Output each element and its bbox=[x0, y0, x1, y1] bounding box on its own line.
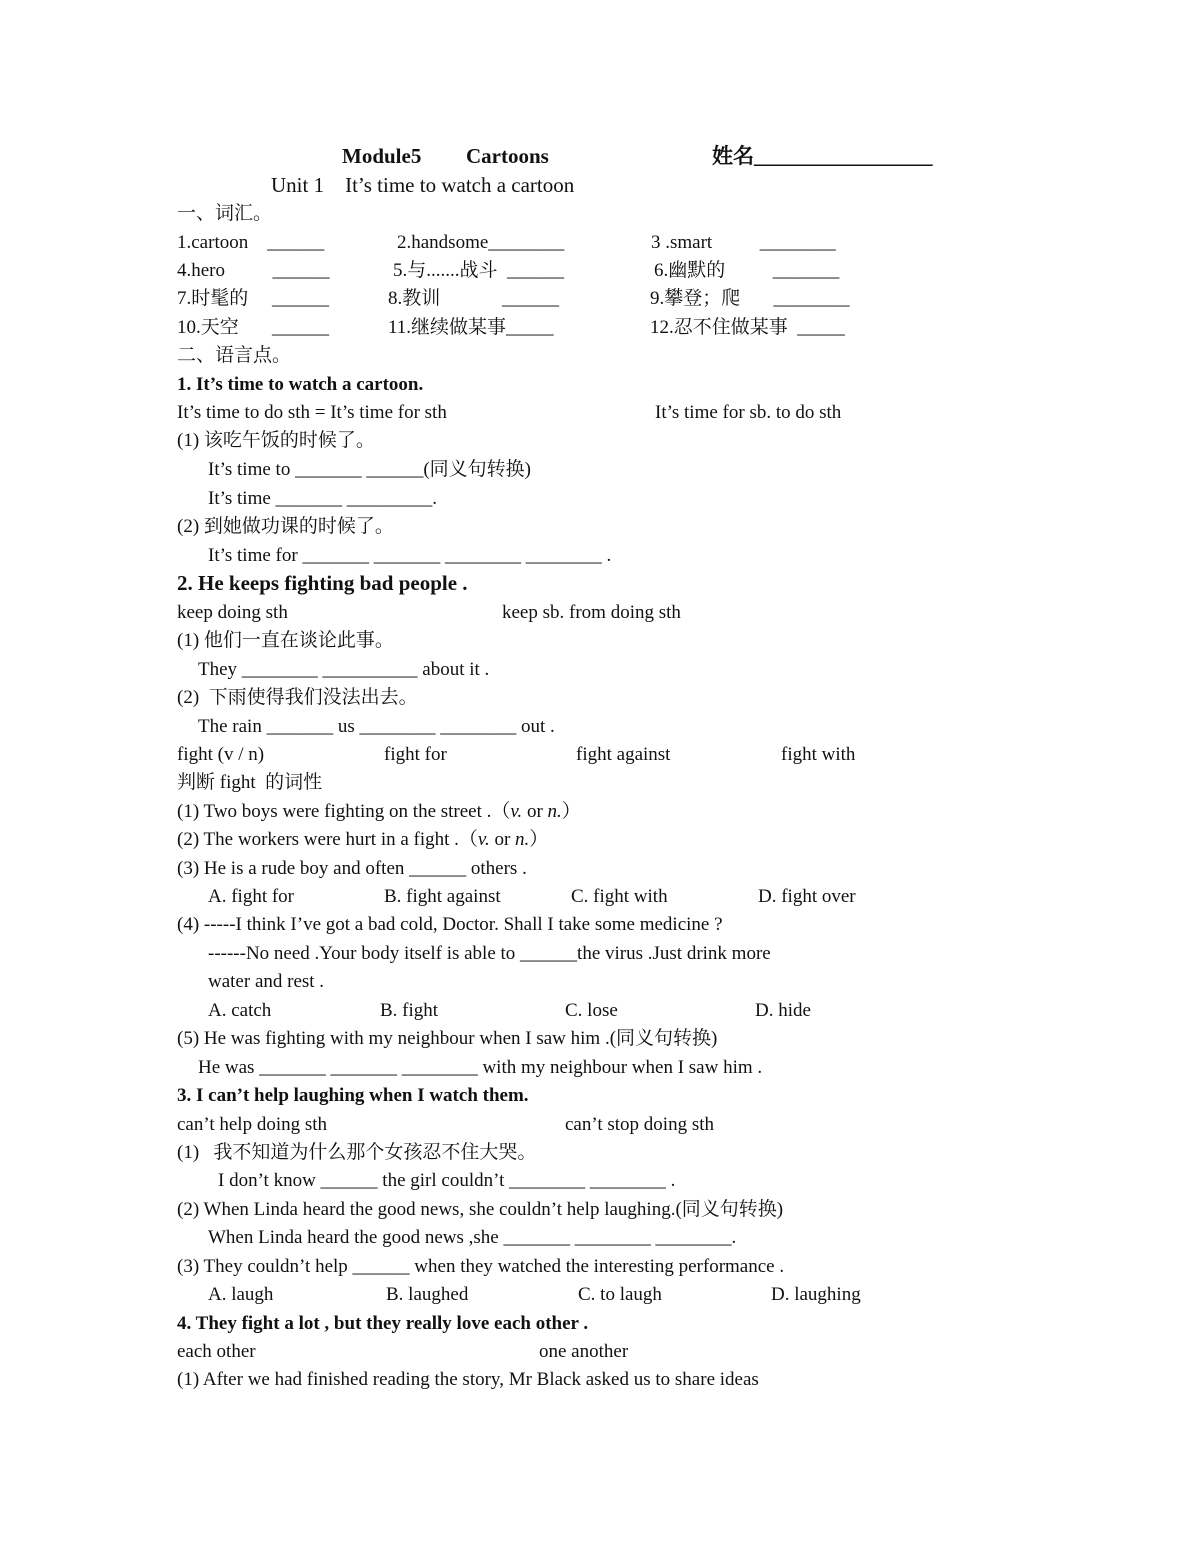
answer-line: He was _______ _______ ________ with my neighbour when I saw him . bbox=[198, 1057, 763, 1078]
vocab-item: 2.handsome________ bbox=[397, 232, 565, 253]
question: (4) -----I think I’ve got a bad cold, Doctor. Shall I take some medicine ? bbox=[177, 914, 723, 935]
vocab-item: 1.cartoon ______ bbox=[177, 232, 325, 253]
option: D. hide bbox=[755, 1000, 811, 1021]
option: C. lose bbox=[565, 1000, 618, 1021]
vocab-item: 11.继续做某事_____ bbox=[388, 317, 554, 338]
question: (1) After we had finished reading the story, Mr Black asked us to share ideas bbox=[177, 1369, 759, 1390]
vocab-item: 3 .smart ________ bbox=[651, 232, 836, 253]
answer-line: It’s time _______ _________. bbox=[208, 488, 438, 509]
answer-line: They ________ __________ about it . bbox=[198, 659, 490, 680]
name-field: 姓名_________________ bbox=[712, 144, 933, 168]
option: B. fight bbox=[380, 1000, 439, 1021]
question: ------No need .Your body itself is able to ______the virus .Just drink more bbox=[208, 943, 771, 964]
point-3-title: 3. I can’t help laughing when I watch them. bbox=[177, 1085, 529, 1106]
option: B. laughed bbox=[386, 1284, 469, 1305]
answer-line: When Linda heard the good news ,she _______ ________ ________. bbox=[208, 1227, 737, 1248]
question: (2) When Linda heard the good news, she couldn’t help laughing.(同义句转换) bbox=[177, 1199, 784, 1220]
question: water and rest . bbox=[208, 971, 325, 992]
point-3-note-a: can’t help doing sth bbox=[177, 1114, 328, 1135]
question: (1) 他们一直在谈论此事。 bbox=[177, 630, 394, 651]
question: (2) 下雨使得我们没法出去。 bbox=[177, 687, 418, 708]
point-4-title: 4. They fight a lot , but they really love each other . bbox=[177, 1313, 589, 1334]
answer-line: The rain _______ us ________ ________ out . bbox=[198, 716, 555, 737]
vocab-item: 4.hero ______ bbox=[177, 260, 330, 281]
question: (1) Two boys were fighting on the street .（v. or n.） bbox=[177, 801, 581, 822]
point-2-title: 2. He keeps fighting bad people . bbox=[177, 571, 468, 595]
unit-title: Unit 1 It’s time to watch a cartoon bbox=[271, 173, 575, 197]
point-4-note-b: one another bbox=[539, 1341, 629, 1362]
vocab-item: 9.攀登；爬 ________ bbox=[650, 288, 850, 309]
fight-usage: fight (v / n) bbox=[177, 744, 265, 765]
question: (5) He was fighting with my neighbour when I saw him .(同义句转换) bbox=[177, 1028, 718, 1049]
question: (1) 我不知道为什么那个女孩忍不住大哭。 bbox=[177, 1142, 537, 1163]
answer-line: I don’t know ______ the girl couldn’t ________ ________ . bbox=[218, 1170, 676, 1191]
question: (1) 该吃午饭的时候了。 bbox=[177, 430, 375, 451]
judge-heading: 判断 fight 的词性 bbox=[177, 772, 323, 793]
question: (3) He is a rude boy and often ______ others . bbox=[177, 858, 527, 879]
point-1-title: 1. It’s time to watch a cartoon. bbox=[177, 374, 424, 395]
vocab-heading: 一、词汇。 bbox=[177, 203, 273, 224]
option: D. fight over bbox=[758, 886, 856, 907]
option: D. laughing bbox=[771, 1284, 861, 1305]
module-title: Module5 bbox=[342, 144, 422, 168]
answer-line: It’s time for _______ _______ ________ ________ . bbox=[208, 545, 612, 566]
answer-line: It’s time to _______ ______(同义句转换) bbox=[208, 459, 531, 480]
vocab-item: 10.天空 ______ bbox=[177, 317, 330, 338]
grammar-heading: 二、语言点。 bbox=[177, 345, 292, 366]
question: (2) The workers were hurt in a fight .（v. or n.） bbox=[177, 829, 549, 850]
fight-usage: fight with bbox=[781, 744, 856, 765]
point-2-note-b: keep sb. from doing sth bbox=[502, 602, 681, 623]
option: A. fight for bbox=[208, 886, 295, 907]
point-4-note-a: each other bbox=[177, 1341, 256, 1362]
option: B. fight against bbox=[384, 886, 501, 907]
question: (2) 到她做功课的时候了。 bbox=[177, 516, 394, 537]
fight-usage: fight for bbox=[384, 744, 447, 765]
vocab-item: 5.与.......战斗 ______ bbox=[393, 260, 565, 281]
option: A. catch bbox=[208, 1000, 272, 1021]
point-3-note-b: can’t stop doing sth bbox=[565, 1114, 715, 1135]
vocab-item: 8.教训 ______ bbox=[388, 288, 560, 309]
vocab-item: 6.幽默的 _______ bbox=[654, 260, 840, 281]
fight-usage: fight against bbox=[576, 744, 671, 765]
option: C. to laugh bbox=[578, 1284, 662, 1305]
question: (3) They couldn’t help ______ when they watched the interesting performance . bbox=[177, 1256, 785, 1277]
vocab-item: 7.时髦的 ______ bbox=[177, 288, 330, 309]
module-subtitle: Cartoons bbox=[466, 144, 549, 168]
point-2-note-a: keep doing sth bbox=[177, 602, 288, 623]
point-1-note-a: It’s time to do sth = It’s time for sth bbox=[177, 402, 447, 423]
option: A. laugh bbox=[208, 1284, 274, 1305]
vocab-item: 12.忍不住做某事 _____ bbox=[650, 317, 845, 338]
point-1-note-b: It’s time for sb. to do sth bbox=[655, 402, 842, 423]
option: C. fight with bbox=[571, 886, 668, 907]
